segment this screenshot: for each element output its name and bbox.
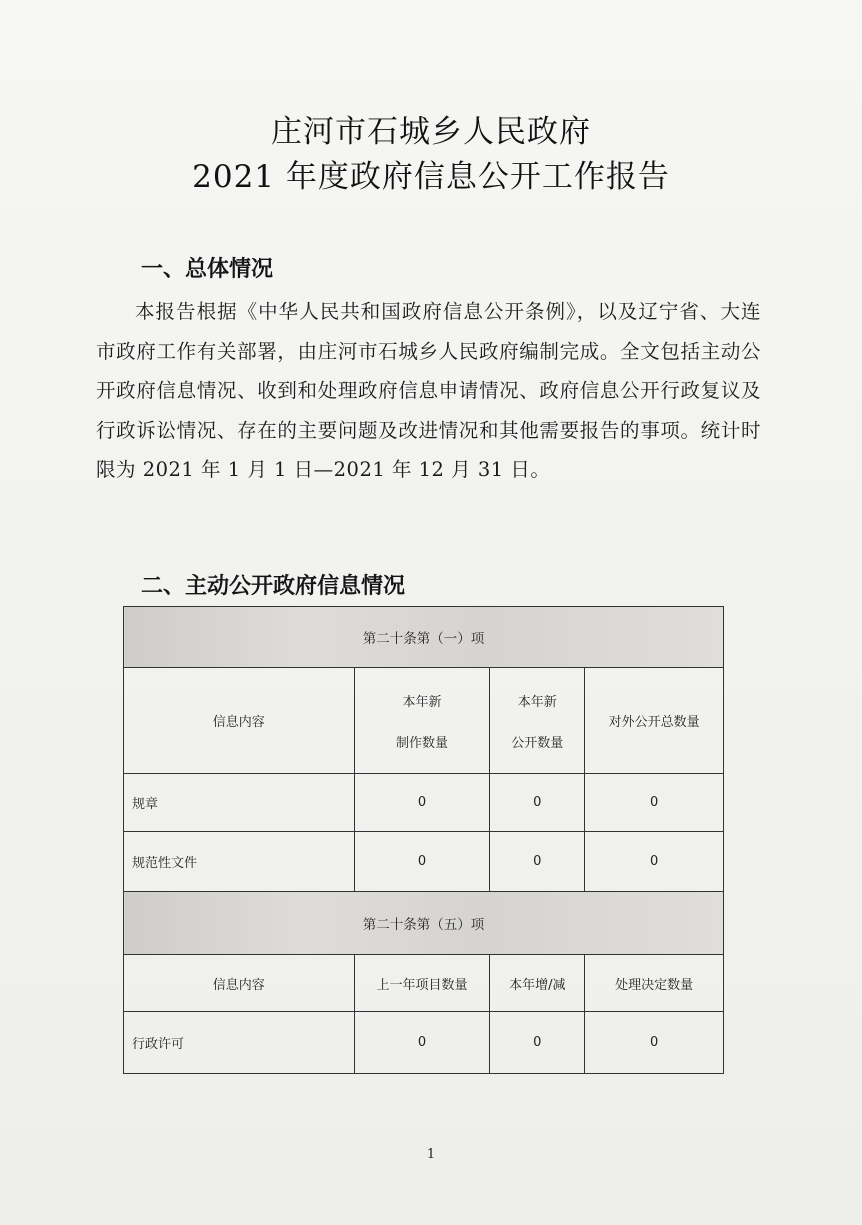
overview-paragraph: 本报告根据《中华人民共和国政府信息公开条例》，以及辽宁省、大连市政府工作有关部署，由庄河市石城乡人民政府编制完成。全文包括主动公开政府信息情况、收到和处理政府信息申请情况、政府信息公开行政复议及行政诉讼情况、存在的主要问题及改进情况和其他需要报告的事项。统计时限为 2021 年 1 月 1 日—2021 年 12 月 31 日。: [96, 300, 761, 481]
table1-row2-v3: 0: [585, 832, 724, 892]
page-number: 1: [426, 1147, 436, 1162]
table1-row1-v2: 0: [490, 774, 585, 832]
table1-row1-v1: 0: [354, 774, 490, 832]
table-row: [124, 774, 724, 832]
table1-header-new-published-l2: 公开数量: [511, 735, 564, 751]
table2-row1-label: 行政许可: [124, 1012, 355, 1074]
table-article20-item1: [123, 606, 724, 892]
table1-row2-v2: 0: [490, 832, 585, 892]
table1-header-content: 信息内容: [124, 668, 355, 774]
table1-header-new-published-l1: 本年新: [517, 694, 557, 710]
table1-header-new-published: [490, 668, 585, 774]
table2-header-prev-year: 上一年项目数量: [354, 955, 490, 1012]
table2-row1-v2: 0: [490, 1012, 585, 1074]
table1-header-new-made-l1: 本年新: [402, 694, 442, 710]
table1-header-new-made: [354, 668, 490, 774]
table1-header-new-made-l2: 制作数量: [395, 735, 448, 751]
table1-row2-v1: 0: [354, 832, 490, 892]
table-row: [124, 832, 724, 892]
table2-band-header: 第二十条第（五）项: [124, 892, 724, 955]
table1-row2-label: 规范性文件: [124, 832, 355, 892]
table-row: [124, 1012, 724, 1074]
table2-header-decisions: 处理决定数量: [585, 955, 724, 1012]
report-title-line1: 庄河市石城乡人民政府: [271, 114, 591, 150]
table1-row1-label: 规章: [124, 774, 355, 832]
table1-band-header: 第二十条第（一）项: [124, 607, 724, 668]
table1-header-total: 对外公开总数量: [585, 668, 724, 774]
section-heading-active-disclosure: 二、主动公开政府信息情况: [141, 574, 406, 599]
report-title-line2: 2021 年度政府信息公开工作报告: [192, 159, 670, 195]
section-heading-overview: 一、总体情况: [141, 257, 274, 282]
table-article20-item5: [123, 891, 724, 1074]
table1-row1-v3: 0: [585, 774, 724, 832]
table2-header-change: 本年增/减: [490, 955, 585, 1012]
table2-row1-v3: 0: [585, 1012, 724, 1074]
table2-row1-v1: 0: [354, 1012, 490, 1074]
table2-header-content: 信息内容: [124, 955, 355, 1012]
